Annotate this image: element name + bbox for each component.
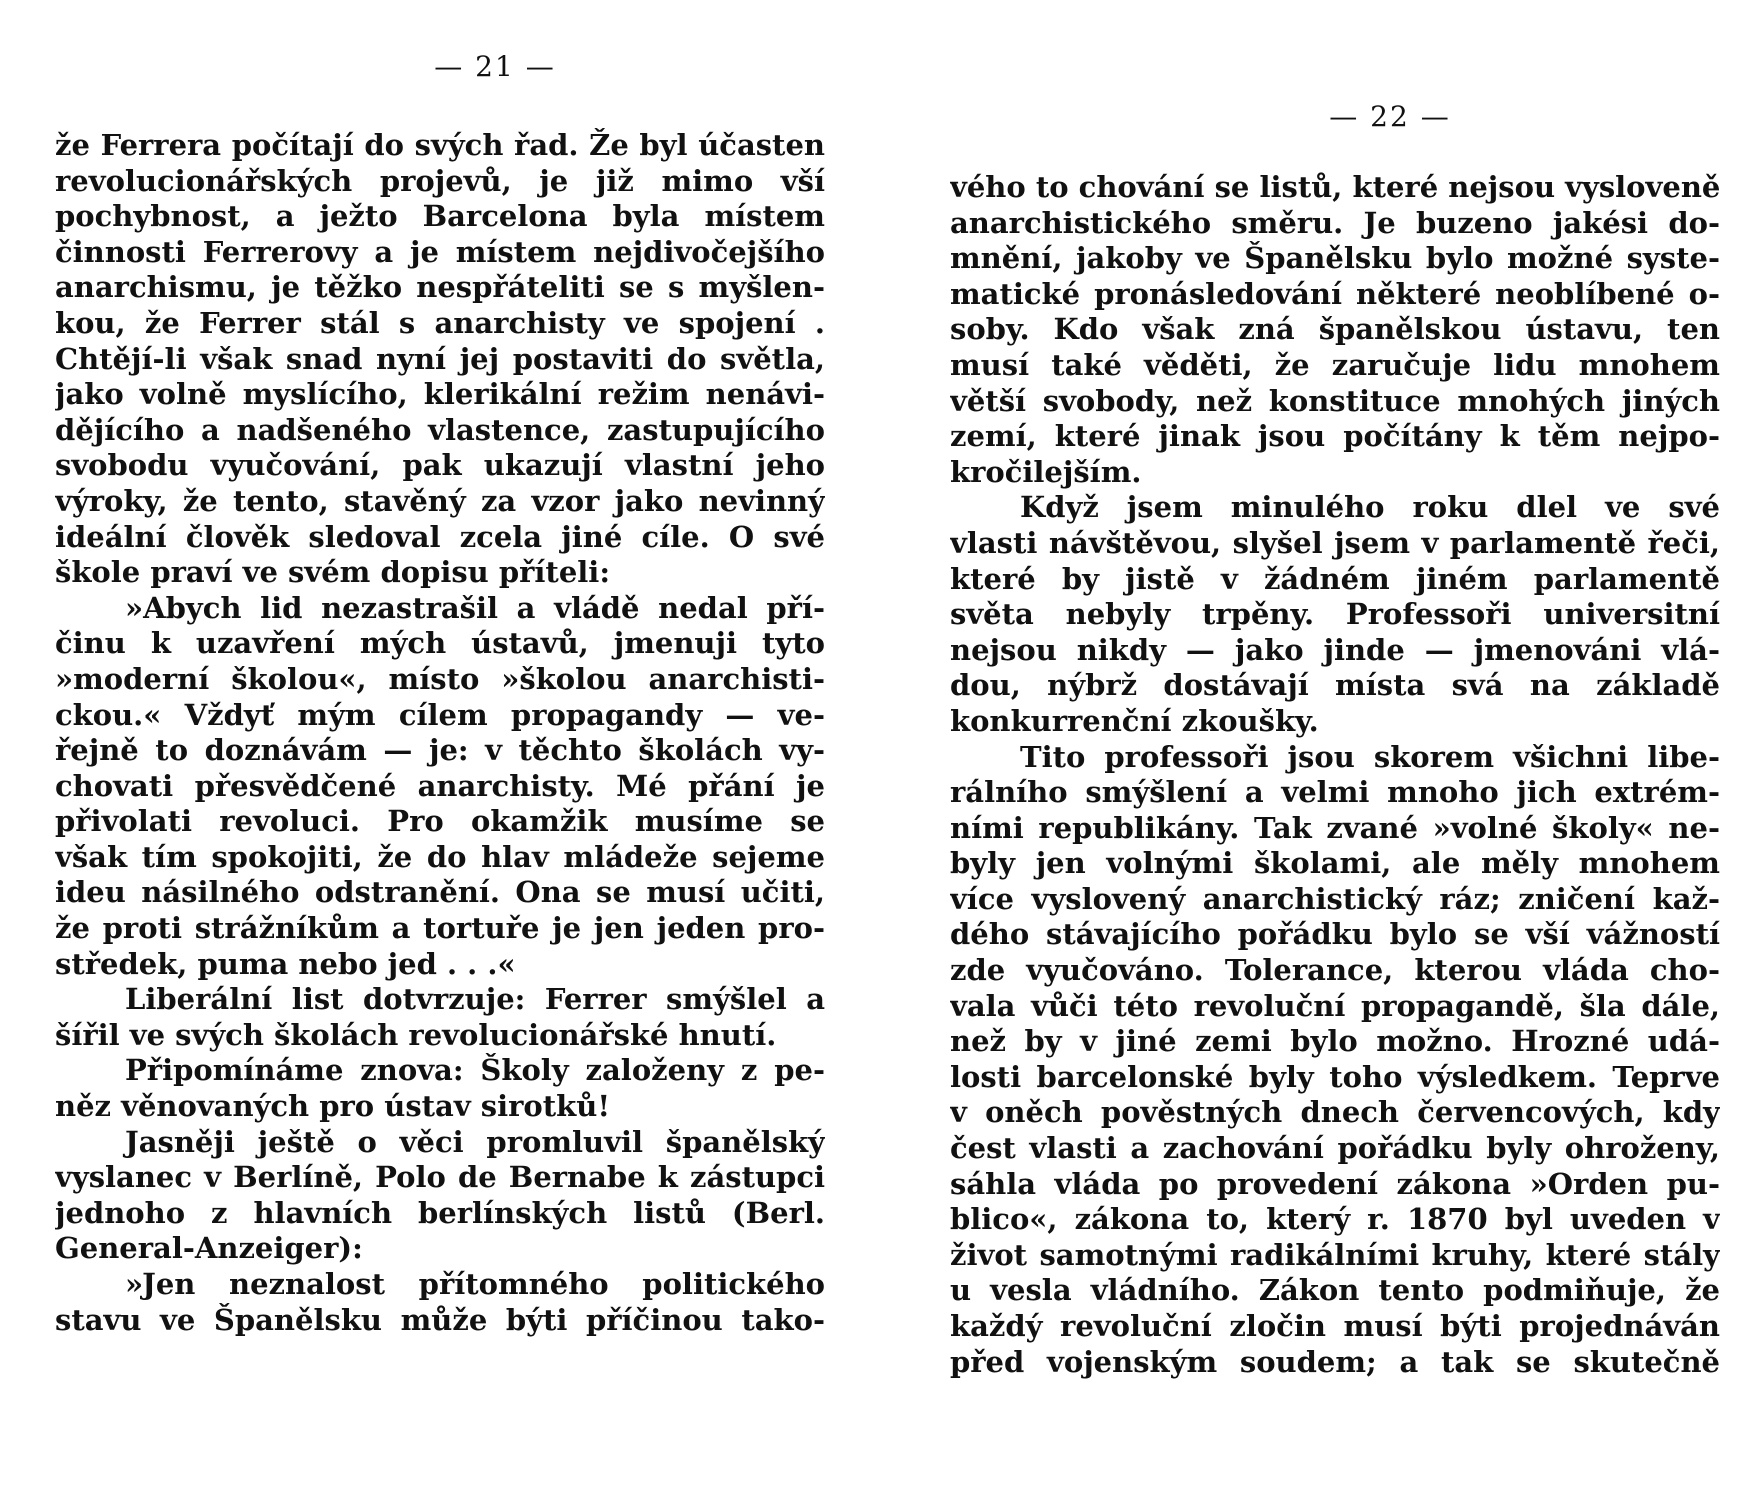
text-line: život samotnými radikálními kruhy, které stály — [950, 1237, 1720, 1272]
text-line: že Ferrera počítají do svých řad. Že byl účasten — [55, 128, 825, 162]
text-line: jako volně myslícího, klerikální režim nenávi- — [55, 377, 825, 412]
text-line: dějícího a nadšeného vlastence, zastupujícího — [55, 412, 825, 447]
text-line: výroky, že tento, stavěný za vzor jako nevinný — [55, 483, 825, 518]
text-line: blico«, zákona to, který r. 1870 byl uveden v — [950, 1202, 1720, 1237]
text-line: musí také věděti, že zaručuje lidu mnohem — [950, 347, 1720, 382]
text-line: anarchistického směru. Je buzeno jakési do- — [950, 205, 1720, 240]
text-line: činnosti Ferrerovy a je místem nejdivočejšího — [55, 234, 825, 269]
text-line: Připomínáme znova: Školy založeny z pe- — [125, 1053, 825, 1088]
text-line: General-Anzeiger): — [55, 1231, 363, 1266]
text-line: soby. Kdo však zná španělskou ústavu, ten — [950, 312, 1720, 347]
text-line: ideu násilného odstranění. Ona se musí učiti, — [55, 875, 825, 910]
text-line: jednoho z hlavních berlínských listů (Berl. — [55, 1195, 825, 1230]
text-line: které by jistě v žádném jiném parlamentě — [950, 561, 1720, 596]
text-line: Chtějí-li však snad nyní jej postaviti do světla, — [55, 341, 825, 376]
text-line: rálního smýšlení a velmi mnoho jich extrém- — [950, 775, 1720, 810]
text-line: ideální člověk sledoval zcela jiné cíle. O své — [55, 519, 825, 554]
text-line: škole praví ve svém dopisu příteli: — [55, 555, 611, 590]
text-line: řejně to doznávám — je: v těchto školách vy- — [55, 733, 825, 768]
text-line: vala vůči této revoluční propagandě, šla dále, — [950, 988, 1720, 1023]
text-line: vyslanec v Berlíně, Polo de Bernabe k zástupci — [55, 1160, 825, 1195]
text-line: více vyslovený anarchistický ráz; zničení kaž- — [950, 881, 1720, 916]
text-line: šířil ve svých školách revolucionářské hnutí. — [55, 1017, 777, 1052]
text-line: v oněch pověstných dnech červencových, kdy — [950, 1095, 1720, 1130]
text-line: Když jsem minulého roku dlel ve své — [1020, 490, 1720, 525]
text-line: stavu ve Španělsku může býti příčinou tako- — [55, 1302, 825, 1337]
text-line: čest vlasti a zachování pořádku byly ohroženy, — [950, 1131, 1720, 1166]
text-line: anarchismu, je těžko nespřáteliti se s myšlen- — [55, 270, 825, 305]
text-line: však tím spokojiti, že do hlav mládeže sejeme — [55, 839, 825, 874]
text-line: dou, nýbrž dostávají místa svá na základě — [950, 668, 1720, 703]
text-line: přivolati revoluci. Pro okamžik musíme se — [55, 804, 825, 839]
text-line: před vojenským soudem; a tak se skutečně — [950, 1344, 1720, 1379]
text-line: matické pronásledování některé neoblíbené o- — [950, 276, 1720, 311]
text-line: každý revoluční zločin musí býti projednáván — [950, 1309, 1720, 1343]
text-line: nejsou nikdy — jako jinde — jmenováni vlá- — [950, 632, 1720, 667]
text-line: Jasněji ještě o věci promluvil španělský — [125, 1124, 825, 1159]
text-line: byly jen volnými školami, ale měly mnohem — [950, 846, 1720, 881]
text-line: Tito professoři jsou skorem všichni libe- — [1020, 739, 1720, 774]
page-number-right: — 22 — — [1329, 100, 1451, 133]
text-line: losti barcelonské byly toho výsledkem. Teprve — [950, 1059, 1720, 1094]
text-line: kročilejším. — [950, 454, 1142, 489]
text-line: dého stávajícího pořádku bylo se vší vážností — [950, 917, 1720, 952]
text-line: vlasti návštěvou, slyšel jsem v parlamentě řeči, — [950, 525, 1720, 560]
text-line: sáhla vláda po provedení zákona »Orden pu- — [950, 1166, 1720, 1201]
left-page-text — [55, 128, 825, 1338]
text-line: středek, puma nebo jed . . .« — [55, 946, 516, 981]
text-line: než by v jiné zemi bylo možno. Hrozné udá- — [950, 1024, 1720, 1059]
text-line: činu k uzavření mých ústavů, jmenuji tyto — [55, 626, 825, 661]
text-line: pochybnost, a ježto Barcelona byla místem — [55, 199, 825, 234]
right-page-text — [950, 170, 1720, 1380]
text-line: revolucionářských projevů, je již mimo vší — [55, 163, 825, 198]
text-line: svobodu vyučování, pak ukazují vlastní jeho — [55, 448, 825, 483]
text-line: světa nebyly trpěny. Professoři universitní — [950, 597, 1720, 632]
text-line: zde vyučováno. Tolerance, kterou vláda cho- — [950, 953, 1720, 988]
text-line: »Jen neznalost přítomného politického — [125, 1267, 825, 1301]
text-line: Liberální list dotvrzuje: Ferrer smýšlel a — [125, 982, 825, 1017]
text-line: zemí, které jinak jsou počítány k těm nejpo- — [950, 419, 1720, 454]
text-line: něz věnovaných pro ústav sirotků! — [55, 1089, 611, 1124]
text-line: kou, že Ferrer stál s anarchisty ve spojení . — [55, 305, 825, 340]
text-line: že proti strážníkům a tortuře je jen jeden pro- — [55, 911, 825, 946]
text-line: konkurrenční zkoušky. — [950, 703, 1319, 738]
text-line: u vesla vládního. Zákon tento podmiňuje, že — [950, 1273, 1720, 1308]
text-line: chovati přesvědčené anarchisty. Mé přání je — [55, 768, 825, 803]
text-line: »moderní školou«, místo »školou anarchisti- — [55, 661, 825, 696]
text-line: mnění, jakoby ve Španělsku bylo možné syste- — [950, 241, 1720, 276]
text-line: ckou.« Vždyť mým cílem propagandy — ve- — [55, 697, 825, 732]
text-line: větší svobody, než konstituce mnohých jiných — [950, 383, 1720, 418]
text-line: ními republikány. Tak zvané »volné školy« ne- — [950, 810, 1720, 845]
text-line: vého to chování se listů, které nejsou vysloveně — [950, 170, 1720, 204]
text-line: »Abych lid nezastrašil a vládě nedal pří- — [125, 590, 825, 625]
page-number-left: — 21 — — [434, 50, 556, 83]
